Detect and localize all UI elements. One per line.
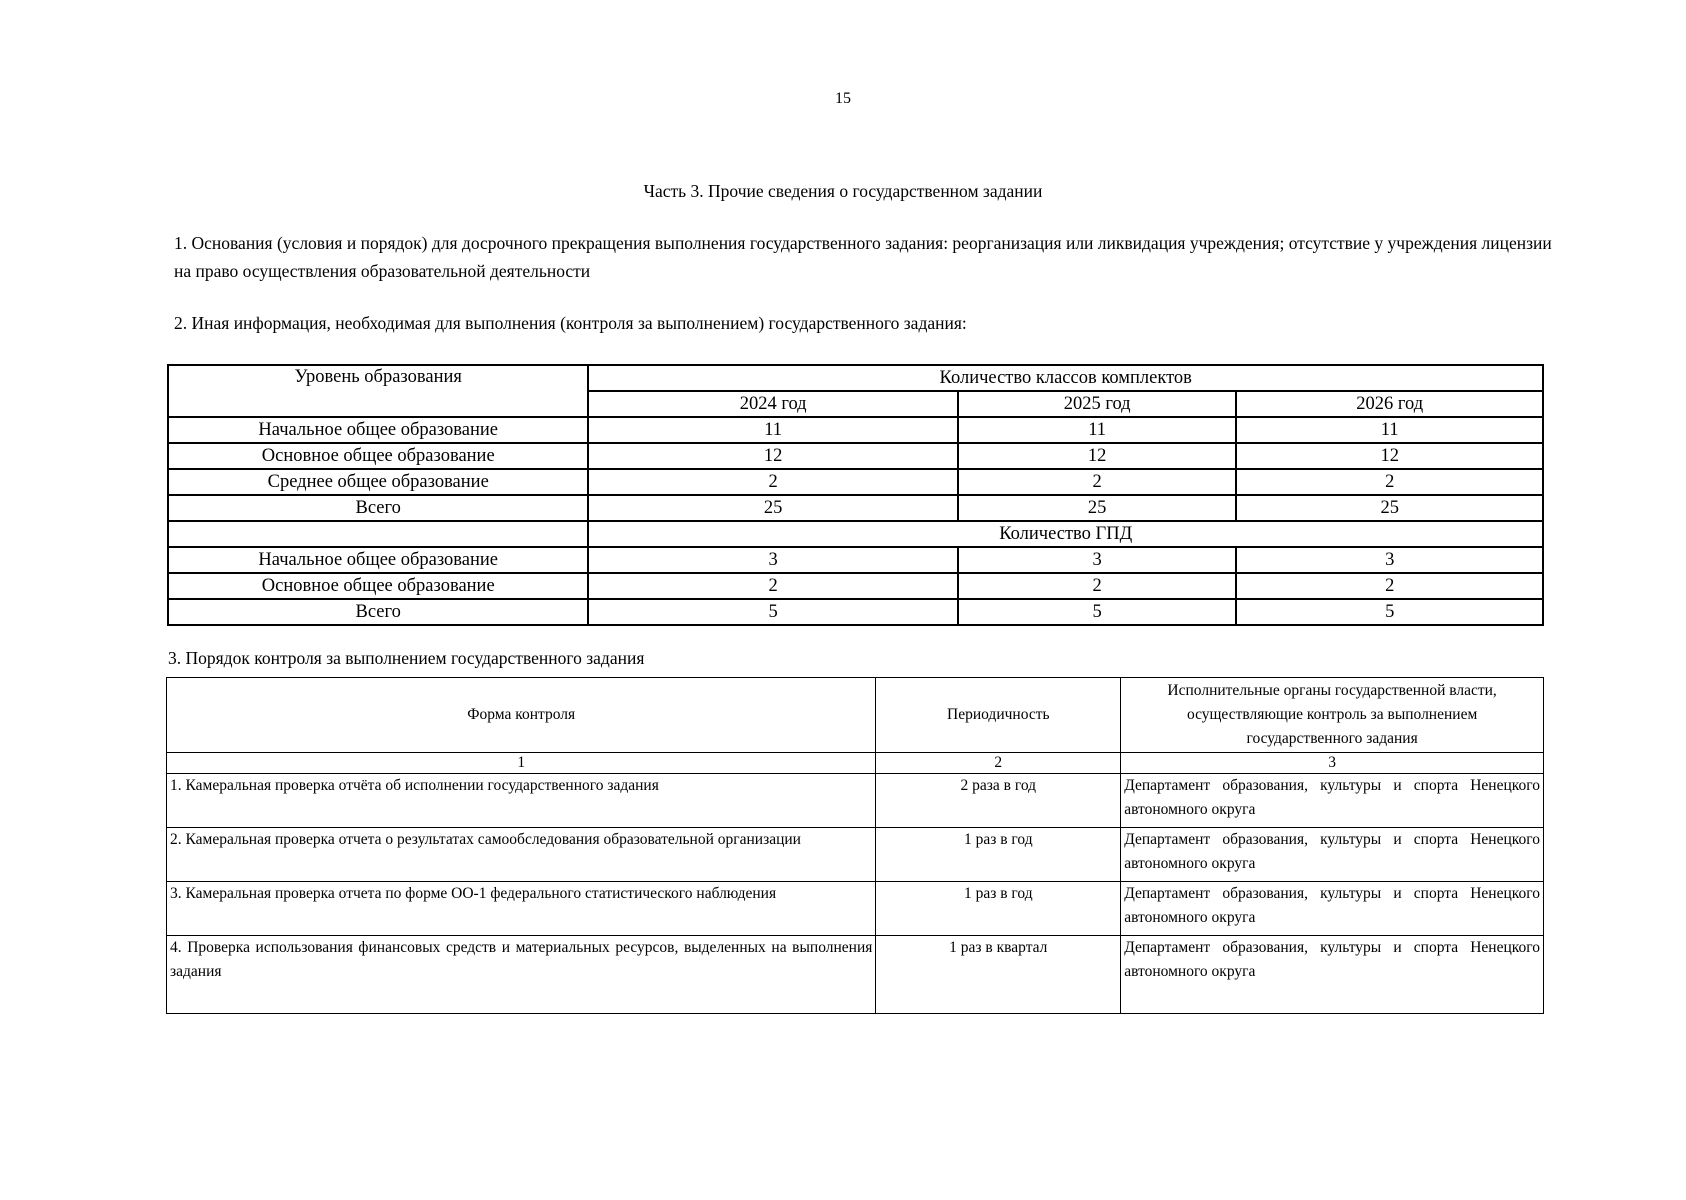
period-cell: 1 раз в квартал — [876, 936, 1121, 1014]
row-label: Начальное общее образование — [168, 417, 588, 443]
value-cell: 2 — [1236, 573, 1543, 599]
empty-cell — [168, 521, 588, 547]
value-cell: 5 — [958, 599, 1237, 625]
row-label: Начальное общее образование — [168, 547, 588, 573]
table-row — [168, 469, 1543, 495]
table-row — [168, 599, 1543, 625]
value-cell: 3 — [958, 547, 1237, 573]
header-gpd: Количество ГПД — [588, 521, 1543, 547]
row-label: Среднее общее образование — [168, 469, 588, 495]
value-cell: 12 — [588, 443, 957, 469]
column-number: 2 — [876, 753, 1121, 774]
form-cell: 3. Камеральная проверка отчета по форме ОО-1 федерального статистического наблюдения — [167, 882, 876, 936]
table-row — [168, 443, 1543, 469]
value-cell: 11 — [958, 417, 1237, 443]
period-cell: 1 раз в год — [876, 828, 1121, 882]
form-cell: 2. Камеральная проверка отчета о результатах самообследования образовательной организации — [167, 828, 876, 882]
org-cell: Департамент образования, культуры и спорта Ненецкого автономного округа — [1121, 774, 1544, 828]
year-cell: 2026 год — [1236, 391, 1543, 417]
control-table — [166, 677, 1544, 1014]
gpd-header-row — [168, 521, 1543, 547]
section-1-text: 1. Основания (условия и порядок) для досрочного прекращения выполнения государственного задания: реорганизация или ликвидация учреждения; отсутствие у учреждения лицензии на право осуществления образовательной деятельности — [174, 233, 1552, 281]
value-cell: 2 — [958, 469, 1237, 495]
row-label: Всего — [168, 599, 588, 625]
org-cell: Департамент образования, культуры и спорта Ненецкого автономного округа — [1121, 936, 1544, 1014]
section-3-text: 3. Порядок контроля за выполнением государственного задания — [168, 648, 645, 668]
org-cell: Департамент образования, культуры и спорта Ненецкого автономного округа — [1121, 828, 1544, 882]
page-number: 15 — [835, 90, 851, 107]
section-2-text: 2. Иная информация, необходимая для выполнения (контроля за выполнением) государственного задания: — [174, 313, 967, 333]
value-cell: 5 — [588, 599, 957, 625]
header-org: Исполнительные органы государственной власти, осуществляющие контроль за выполнением государственного задания — [1121, 678, 1544, 753]
header-form: Форма контроля — [167, 678, 876, 753]
value-cell: 2 — [588, 469, 957, 495]
header-level: Уровень образования — [168, 365, 588, 417]
value-cell: 11 — [588, 417, 957, 443]
table-row — [167, 882, 1544, 936]
form-cell: 4. Проверка использования финансовых средств и материальных ресурсов, выделенных на выполнения задания — [167, 936, 876, 1014]
table-row — [168, 573, 1543, 599]
column-number: 1 — [167, 753, 876, 774]
org-cell: Департамент образования, культуры и спорта Ненецкого автономного округа — [1121, 882, 1544, 936]
table-row — [167, 936, 1544, 1014]
header-period: Периодичность — [876, 678, 1121, 753]
value-cell: 12 — [1236, 443, 1543, 469]
column-number: 3 — [1121, 753, 1544, 774]
row-label: Основное общее образование — [168, 443, 588, 469]
header-classes: Количество классов комплектов — [588, 365, 1543, 391]
value-cell: 2 — [588, 573, 957, 599]
table-row — [167, 774, 1544, 828]
form-cell: 1. Камеральная проверка отчёта об исполнении государственного задания — [167, 774, 876, 828]
row-label: Основное общее образование — [168, 573, 588, 599]
value-cell: 2 — [1236, 469, 1543, 495]
table-row — [168, 495, 1543, 521]
value-cell: 25 — [588, 495, 957, 521]
table-row — [167, 828, 1544, 882]
column-numbers-row — [167, 753, 1544, 774]
table-header-row — [168, 365, 1543, 391]
period-cell: 1 раз в год — [876, 882, 1121, 936]
value-cell: 3 — [588, 547, 957, 573]
value-cell: 5 — [1236, 599, 1543, 625]
period-cell: 2 раза в год — [876, 774, 1121, 828]
row-label: Всего — [168, 495, 588, 521]
value-cell: 25 — [958, 495, 1237, 521]
value-cell: 3 — [1236, 547, 1543, 573]
table-row — [168, 547, 1543, 573]
year-cell: 2025 год — [958, 391, 1237, 417]
value-cell: 25 — [1236, 495, 1543, 521]
year-cell: 2024 год — [588, 391, 957, 417]
value-cell: 2 — [958, 573, 1237, 599]
table-row — [168, 417, 1543, 443]
classes-table — [167, 364, 1544, 626]
part-title: Часть 3. Прочие сведения о государственном задании — [643, 181, 1043, 201]
value-cell: 11 — [1236, 417, 1543, 443]
table-header-row — [167, 678, 1544, 753]
value-cell: 12 — [958, 443, 1237, 469]
